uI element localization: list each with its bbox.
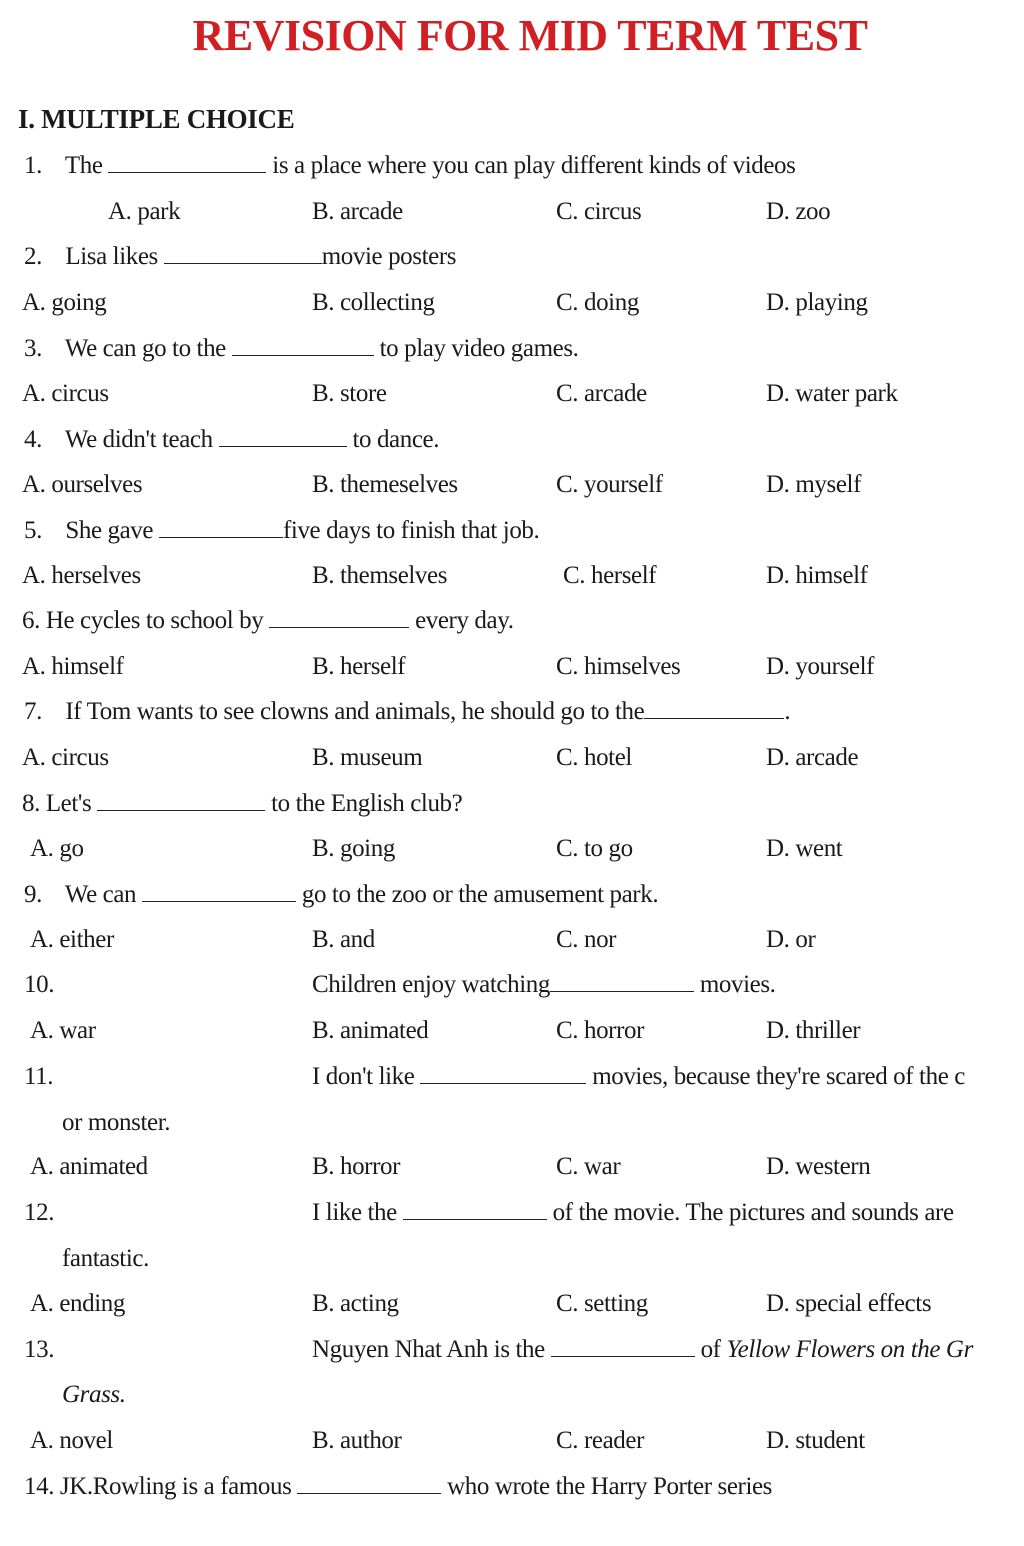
question-9	[24, 881, 658, 909]
question-text-pre: Children enjoy watching	[312, 971, 550, 998]
question-text-pre: If Tom wants to see clowns and animals, he should go to the	[65, 698, 645, 725]
option-d[interactable]: D. arcade	[766, 744, 859, 771]
question-13-continuation: Grass.	[62, 1381, 126, 1408]
option-a[interactable]: A. either	[30, 926, 114, 953]
question-number: 7.	[24, 698, 42, 725]
question-text-pre: We can	[64, 881, 137, 908]
question-8	[22, 790, 462, 818]
answer-blank[interactable]	[551, 1336, 695, 1357]
question-text-pre: We didn't teach	[64, 426, 213, 453]
question-text-post: to dance.	[352, 426, 440, 453]
option-d[interactable]: D. myself	[766, 471, 861, 498]
question-number: 9.	[24, 881, 42, 908]
question-number: 3.	[24, 335, 42, 362]
question-3	[24, 335, 579, 363]
question-text-post: movies.	[699, 971, 776, 998]
option-a[interactable]: A. park	[108, 198, 181, 225]
option-b[interactable]: B. herself	[312, 653, 406, 680]
question-12	[312, 1199, 954, 1227]
question-number: 1.	[24, 152, 42, 179]
option-d[interactable]: D. went	[766, 835, 843, 862]
question-text-post: .	[784, 698, 791, 725]
question-11-continuation: or monster.	[62, 1109, 171, 1136]
question-number: 8.	[22, 790, 40, 817]
option-d[interactable]: D. student	[766, 1427, 865, 1454]
question-2	[24, 243, 456, 271]
question-text-pre: We can go to the	[64, 335, 226, 362]
option-c[interactable]: C. war	[556, 1153, 621, 1180]
option-b[interactable]: B. arcade	[312, 198, 403, 225]
option-a[interactable]: A. ourselves	[22, 471, 143, 498]
question-number: 5.	[24, 517, 42, 544]
option-c[interactable]: C. herself	[563, 562, 657, 589]
option-b[interactable]: B. horror	[312, 1153, 401, 1180]
answer-blank[interactable]	[420, 1063, 586, 1084]
option-a[interactable]: A. circus	[22, 744, 109, 771]
option-d[interactable]: D. playing	[766, 289, 868, 316]
answer-blank[interactable]	[550, 971, 694, 992]
answer-blank[interactable]	[97, 790, 265, 811]
option-c[interactable]: C. hotel	[556, 744, 632, 771]
option-b[interactable]: B. collecting	[312, 289, 435, 316]
question-text-pre: Let's	[45, 790, 92, 817]
question-text-pre: I don't like	[312, 1063, 415, 1090]
question-11	[312, 1063, 1024, 1091]
question-1	[24, 152, 796, 180]
question-text-post: is a place where you can play different kinds of videos	[272, 152, 796, 179]
question-14	[24, 1473, 772, 1501]
question-number: 6.	[22, 607, 40, 634]
option-a[interactable]: A. ending	[30, 1290, 125, 1317]
question-text-pre: Nguyen Nhat Anh is the	[312, 1336, 545, 1363]
question-text-pre: I like the	[312, 1199, 397, 1226]
option-d[interactable]: D. water park	[766, 380, 898, 407]
question-text-post: five days to finish that job.	[282, 517, 540, 544]
option-b[interactable]: B. themselves	[312, 562, 448, 589]
answer-blank[interactable]	[142, 881, 296, 902]
option-a[interactable]: A. circus	[22, 380, 109, 407]
option-b[interactable]: B. themeselves	[312, 471, 458, 498]
option-c[interactable]: C. doing	[556, 289, 639, 316]
option-a[interactable]: A. war	[30, 1017, 96, 1044]
answer-blank[interactable]	[108, 152, 266, 173]
section-heading: I. MULTIPLE CHOICE	[18, 104, 295, 134]
answer-blank[interactable]	[403, 1199, 547, 1220]
question-number: 4.	[24, 426, 42, 453]
question-6	[22, 607, 514, 635]
option-c[interactable]: C. to go	[556, 835, 633, 862]
question-text-pre: She gave	[65, 517, 154, 544]
option-a[interactable]: A. animated	[30, 1153, 148, 1180]
option-d[interactable]: D. western	[766, 1153, 871, 1180]
question-text-post: who wrote the Harry Porter series	[447, 1473, 773, 1500]
question-text-post: to play video games.	[379, 335, 579, 362]
question-text-post: movie posters	[321, 243, 457, 270]
question-text-post: of the movie. The pictures and sounds are	[552, 1199, 954, 1226]
option-a[interactable]: A. going	[22, 289, 107, 316]
question-text-post: every day.	[415, 607, 514, 634]
option-c[interactable]: C. circus	[556, 198, 642, 225]
question-text-post: of	[700, 1336, 721, 1363]
page-title: REVISION FOR MID TERM TEST	[192, 11, 868, 60]
option-b[interactable]: B. going	[312, 835, 395, 862]
option-c[interactable]: C. yourself	[556, 471, 663, 498]
question-text-pre: He cycles to school by	[45, 607, 264, 634]
option-b[interactable]: B. and	[312, 926, 375, 953]
question-number: 14.	[24, 1473, 55, 1500]
book-title: Yellow Flowers on the Gr	[726, 1336, 973, 1363]
option-c[interactable]: C. arcade	[556, 380, 647, 407]
option-c[interactable]: C. horror	[556, 1017, 645, 1044]
question-text-post: to the English club?	[271, 790, 463, 817]
option-d[interactable]: D. zoo	[766, 198, 831, 225]
option-b[interactable]: B. acting	[312, 1290, 399, 1317]
answer-blank[interactable]	[269, 607, 409, 628]
question-10-number: 10.	[24, 971, 55, 998]
option-b[interactable]: B. museum	[312, 744, 423, 771]
question-7	[24, 698, 790, 726]
question-4	[24, 426, 439, 454]
option-a[interactable]: A. go	[30, 835, 84, 862]
question-13-number: 13.	[24, 1336, 55, 1363]
question-11-number: 11.	[24, 1063, 54, 1090]
option-d[interactable]: D. yourself	[766, 653, 875, 680]
option-d[interactable]: D. or	[766, 926, 816, 953]
question-5	[24, 517, 539, 545]
option-a[interactable]: A. herselves	[22, 562, 141, 589]
answer-blank[interactable]	[219, 426, 347, 447]
question-10	[312, 971, 776, 999]
option-d[interactable]: D. special effects	[766, 1290, 932, 1317]
question-text-post: movies, because they're scared of the c	[592, 1063, 965, 1090]
option-d[interactable]: D. himself	[766, 562, 868, 589]
option-c[interactable]: C. nor	[556, 926, 617, 953]
question-number: 2.	[24, 243, 42, 270]
question-text-post: go to the zoo or the amusement park.	[301, 881, 659, 908]
option-c[interactable]: C. reader	[556, 1427, 645, 1454]
question-12-number: 12.	[24, 1199, 55, 1226]
answer-blank[interactable]	[232, 335, 374, 356]
question-text-pre: The	[64, 152, 103, 179]
option-a[interactable]: A. novel	[30, 1427, 113, 1454]
question-text-pre: JK.Rowling is a famous	[59, 1473, 292, 1500]
question-text-pre: Lisa likes	[65, 243, 158, 270]
question-12-continuation: fantastic.	[62, 1245, 149, 1272]
answer-blank[interactable]	[297, 1473, 441, 1494]
answer-blank[interactable]	[164, 243, 322, 264]
option-b[interactable]: B. animated	[312, 1017, 429, 1044]
option-c[interactable]: C. himselves	[556, 653, 681, 680]
option-d[interactable]: D. thriller	[766, 1017, 861, 1044]
answer-blank[interactable]	[644, 698, 784, 719]
option-a[interactable]: A. himself	[22, 653, 124, 680]
question-13	[312, 1336, 1024, 1364]
option-b[interactable]: B. store	[312, 380, 387, 407]
option-c[interactable]: C. setting	[556, 1290, 648, 1317]
option-b[interactable]: B. author	[312, 1427, 402, 1454]
answer-blank[interactable]	[159, 517, 283, 538]
